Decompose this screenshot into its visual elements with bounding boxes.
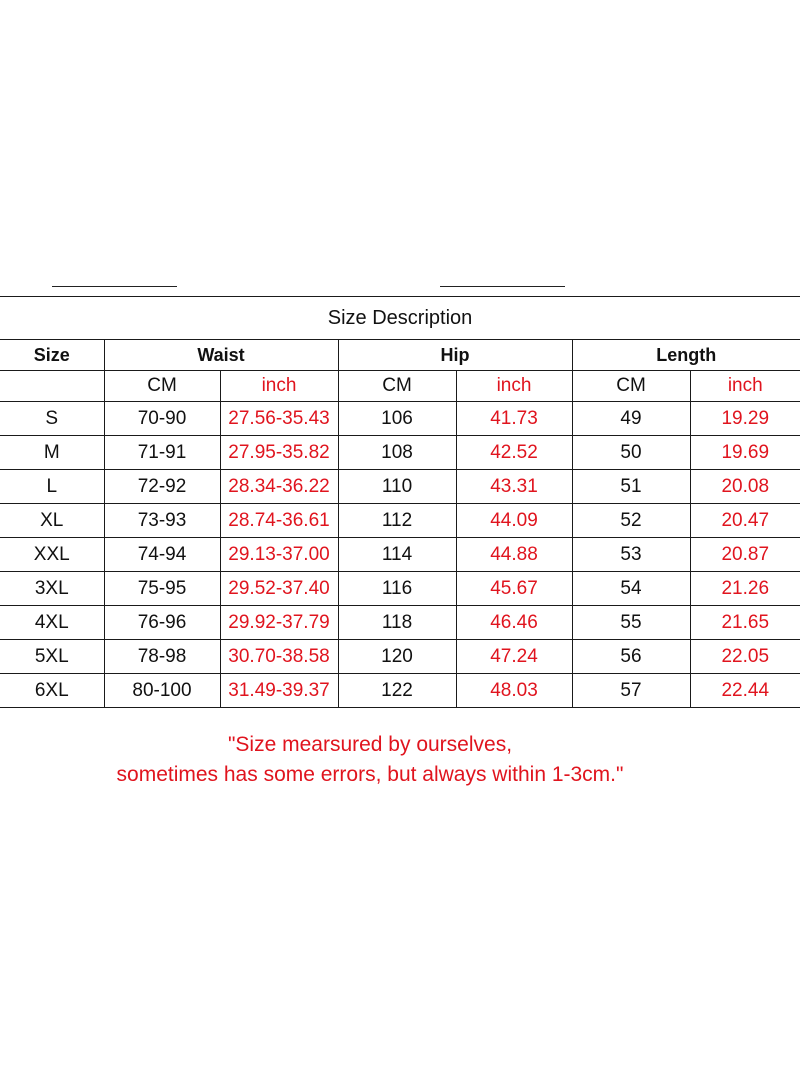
note-line-1: "Size mearsured by ourselves, [227,733,513,756]
hip-cm-cell: 110 [338,470,456,504]
size-header: Size [0,340,104,371]
size-table [0,296,800,708]
hip-cm-cell: 112 [338,504,456,538]
length-cm-header: CM [572,371,690,402]
size-cell: 5XL [0,640,104,674]
waist-inch-cell: 28.74-36.61 [220,504,338,538]
hip-inch-cell: 46.46 [456,606,572,640]
waist-inch-cell: 29.92-37.79 [220,606,338,640]
note-line-2: sometimes has some errors, but always within 1-3cm." [116,763,624,786]
length-inch-cell: 20.87 [690,538,800,572]
table-row [0,436,800,470]
hip-inch-cell: 42.52 [456,436,572,470]
length-inch-cell: 21.65 [690,606,800,640]
length-cm-cell: 49 [572,402,690,436]
waist-inch-cell: 30.70-38.58 [220,640,338,674]
waist-cm-cell: 78-98 [104,640,220,674]
size-chart [0,296,800,708]
hip-cm-cell: 114 [338,538,456,572]
hip-cm-cell: 122 [338,674,456,708]
waist-inch-header: inch [220,371,338,402]
length-cm-cell: 57 [572,674,690,708]
top-right-rule [440,286,565,287]
waist-inch-cell: 27.56-35.43 [220,402,338,436]
length-inch-cell: 20.08 [690,470,800,504]
hip-cm-header: CM [338,371,456,402]
size-cell: XXL [0,538,104,572]
hip-cm-cell: 118 [338,606,456,640]
size-cell: XL [0,504,104,538]
size-cell: 3XL [0,572,104,606]
hip-cm-cell: 106 [338,402,456,436]
waist-cm-cell: 70-90 [104,402,220,436]
waist-cm-cell: 74-94 [104,538,220,572]
hip-cm-cell: 108 [338,436,456,470]
hip-inch-header: inch [456,371,572,402]
table-row [0,674,800,708]
length-inch-cell: 22.44 [690,674,800,708]
length-cm-cell: 54 [572,572,690,606]
hip-inch-cell: 44.09 [456,504,572,538]
length-cm-cell: 51 [572,470,690,504]
waist-inch-cell: 27.95-35.82 [220,436,338,470]
size-cell: L [0,470,104,504]
measurement-note [0,730,740,790]
hip-inch-cell: 47.24 [456,640,572,674]
hip-inch-cell: 41.73 [456,402,572,436]
waist-cm-cell: 75-95 [104,572,220,606]
length-cm-cell: 53 [572,538,690,572]
table-row [0,538,800,572]
table-row [0,640,800,674]
top-left-rule [52,286,177,287]
hip-inch-cell: 44.88 [456,538,572,572]
table-row [0,606,800,640]
hip-inch-cell: 48.03 [456,674,572,708]
length-cm-cell: 56 [572,640,690,674]
waist-cm-cell: 71-91 [104,436,220,470]
length-inch-cell: 19.69 [690,436,800,470]
hip-cm-cell: 116 [338,572,456,606]
table-row [0,470,800,504]
waist-cm-cell: 73-93 [104,504,220,538]
waist-inch-cell: 28.34-36.22 [220,470,338,504]
hip-inch-cell: 45.67 [456,572,572,606]
waist-cm-cell: 76-96 [104,606,220,640]
waist-cm-cell: 80-100 [104,674,220,708]
length-inch-cell: 20.47 [690,504,800,538]
waist-inch-cell: 31.49-39.37 [220,674,338,708]
table-row [0,504,800,538]
unit-empty-cell [0,371,104,402]
length-inch-cell: 21.26 [690,572,800,606]
hip-header: Hip [338,340,572,371]
waist-inch-cell: 29.52-37.40 [220,572,338,606]
unit-row [0,371,800,402]
length-cm-cell: 50 [572,436,690,470]
length-cm-cell: 52 [572,504,690,538]
length-inch-cell: 22.05 [690,640,800,674]
size-cell: 4XL [0,606,104,640]
length-cm-cell: 55 [572,606,690,640]
waist-inch-cell: 29.13-37.00 [220,538,338,572]
length-inch-header: inch [690,371,800,402]
size-cell: S [0,402,104,436]
waist-cm-header: CM [104,371,220,402]
table-title: Size Description [0,297,800,340]
table-row [0,402,800,436]
hip-inch-cell: 43.31 [456,470,572,504]
waist-cm-cell: 72-92 [104,470,220,504]
title-row [0,297,800,340]
size-cell: 6XL [0,674,104,708]
group-header-row [0,340,800,371]
table-row [0,572,800,606]
length-header: Length [572,340,800,371]
waist-header: Waist [104,340,338,371]
hip-cm-cell: 120 [338,640,456,674]
size-cell: M [0,436,104,470]
length-inch-cell: 19.29 [690,402,800,436]
